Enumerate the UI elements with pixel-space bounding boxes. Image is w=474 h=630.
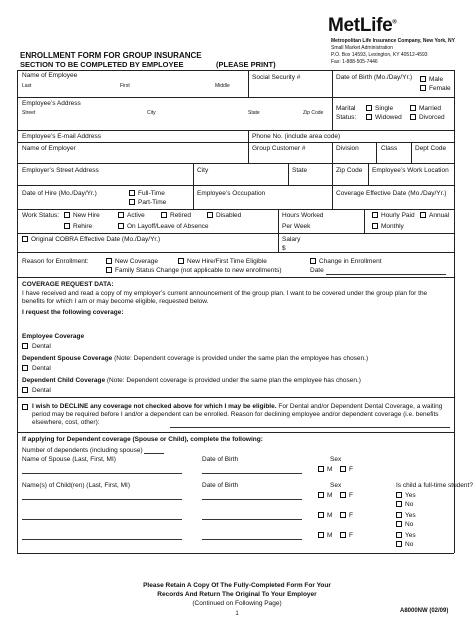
label-city: City <box>147 110 156 116</box>
label-street: Street <box>22 110 36 116</box>
label-employer: Name of Employer <box>22 145 76 152</box>
hourly-paid-checkbox[interactable] <box>372 212 378 218</box>
grid-line <box>17 397 454 398</box>
logo-trademark: ® <box>392 19 397 26</box>
label-cobra: Original COBRA Effective Date (Mo./Day/Yr.) <box>31 236 161 243</box>
grid-line <box>17 130 454 131</box>
child2-m-checkbox[interactable] <box>318 512 324 518</box>
label-state: State <box>248 110 260 116</box>
label-phone: Phone No. (include area code) <box>252 133 341 140</box>
child1-yes-checkbox[interactable] <box>396 492 402 498</box>
grid-line <box>17 70 454 71</box>
child-coverage-note: (Note: Dependent coverage is provided under the same plan the employee has chosen.) <box>105 377 361 384</box>
label-city2: City <box>197 167 209 174</box>
grid-line <box>368 163 369 185</box>
page-number: 1 <box>235 611 239 617</box>
grid-line <box>17 97 454 98</box>
grid-line <box>278 209 279 233</box>
label-disabled: Disabled <box>216 212 242 219</box>
request-label: I request the following coverage: <box>22 309 124 316</box>
employee-dental-label: Dental <box>32 343 51 350</box>
decline-checkbox[interactable] <box>22 404 28 410</box>
label-widowed: Widowed <box>375 114 402 121</box>
child3-m-label: M <box>327 532 333 539</box>
grid-line <box>248 130 249 142</box>
grid-line <box>17 432 454 433</box>
form-subtitle: SECTION TO BE COMPLETED BY EMPLOYEE <box>20 60 184 69</box>
child2-yes-checkbox[interactable] <box>396 512 402 518</box>
cobra-checkbox[interactable] <box>22 236 28 242</box>
child-name-line <box>22 499 182 500</box>
active-checkbox[interactable] <box>118 212 124 218</box>
label-marital: Marital <box>336 105 356 112</box>
label-dollar: $ <box>282 245 286 252</box>
child-dental-label: Dental <box>32 387 51 394</box>
child1-f-label: F <box>349 492 353 499</box>
annual-checkbox[interactable] <box>420 212 426 218</box>
label-retired: Retired <box>170 212 191 219</box>
form-id: A8000NW (02/09) <box>400 608 449 614</box>
metlife-logo <box>328 15 397 37</box>
label-salary: Salary <box>282 236 301 243</box>
rehire-checkbox[interactable] <box>64 223 70 229</box>
child-name-line <box>22 539 182 540</box>
label-rehire: Rehire <box>73 223 93 230</box>
spouse-name-line <box>22 473 182 474</box>
grid-line <box>17 163 454 164</box>
dependents-heading: If applying for Dependent coverage (Spouse or Child), complete the following: <box>22 436 263 443</box>
label-children: Name(s) of Child(ren) (Last, First, MI) <box>22 482 130 489</box>
grid-line <box>17 252 454 253</box>
label-first: First <box>120 83 130 89</box>
grid-line <box>17 553 454 554</box>
company-fax: Fax: 1-888-505-7446 <box>331 59 378 65</box>
label-work-status: Work Status: <box>22 212 60 219</box>
label-middle: Middle <box>215 83 230 89</box>
grid-line <box>332 97 333 130</box>
child1-f-checkbox[interactable] <box>340 492 346 498</box>
decline-reason-line <box>170 427 450 428</box>
label-spouse-name: Name of Spouse (Last, First, MI) <box>22 456 116 463</box>
label-occupation: Employee’s Occupation <box>197 190 266 197</box>
new-first-time-checkbox[interactable] <box>178 258 184 264</box>
married-checkbox[interactable] <box>410 105 416 111</box>
decline-text <box>32 403 450 427</box>
child3-f-label: F <box>349 532 353 539</box>
label-dept-code: Dept Code <box>415 145 447 152</box>
label-spouse-dob: Date of Birth <box>202 456 239 463</box>
label-single: Single <box>375 105 394 112</box>
label-male: Male <box>429 76 444 83</box>
footer-line3: (Continued on Following Page) <box>192 600 282 607</box>
label-date: Date <box>310 267 324 274</box>
female-checkbox[interactable] <box>420 85 426 91</box>
label-hours-worked: Hours Worked <box>282 212 324 219</box>
label-number-dependents: Number of dependents (including spouse) <box>22 447 143 454</box>
label-child-dob: Date of Birth <box>202 482 239 489</box>
single-checkbox[interactable] <box>366 105 372 111</box>
coverage-heading: COVERAGE REQUEST DATA: <box>22 281 114 288</box>
decline-rest: For Dental and/or Dependent Dental Coverage, a waiting period may be required before I and/or a dependent can be enrolled. Reason for declining employee and/or dependent coverage (i.e. benefits elsewhere, cost, other): <box>32 403 443 426</box>
grid-line <box>332 142 333 163</box>
grid-line <box>364 209 365 233</box>
label-divorced: Divorced <box>419 114 445 121</box>
child2-no-checkbox[interactable] <box>396 521 402 527</box>
child3-yes-checkbox[interactable] <box>396 532 402 538</box>
label-new-coverage: New Coverage <box>115 258 158 265</box>
label-child-sex: Sex <box>330 482 342 489</box>
grid-line <box>332 70 333 97</box>
grid-line <box>332 185 333 209</box>
please-print: (PLEASE PRINT) <box>216 60 276 69</box>
number-dependents-line <box>144 453 164 454</box>
spouse-m-checkbox[interactable] <box>318 466 324 472</box>
grid-line <box>193 185 194 209</box>
grid-line <box>332 163 333 185</box>
child2-yes-label: Yes <box>405 512 416 519</box>
child1-yes-label: Yes <box>405 492 416 499</box>
child1-m-checkbox[interactable] <box>318 492 324 498</box>
child-dob-line <box>202 539 302 540</box>
spouse-m-label: M <box>327 466 333 473</box>
child2-f-label: F <box>349 512 353 519</box>
label-annual: Annual <box>429 212 450 219</box>
label-class: Class <box>381 145 398 152</box>
footer-line2: Records And Return The Original To Your Employer <box>157 591 317 598</box>
label-new-hire: New Hire <box>73 212 100 219</box>
label-address: Employee’s Address <box>22 100 81 107</box>
child3-yes-label: Yes <box>405 532 416 539</box>
label-fulltime-question: Is child a full-time student? <box>396 482 473 489</box>
employee-dental-checkbox[interactable] <box>22 343 28 349</box>
label-female: Female <box>429 85 451 92</box>
divorced-checkbox[interactable] <box>410 114 416 120</box>
label-family-status: Family Status Change (not applicable to new enrollments) <box>115 267 282 274</box>
spouse-coverage-note: (Note: Dependent coverage is provided under the same plan the employee has chosen.) <box>112 355 369 362</box>
spouse-f-label: F <box>349 466 353 473</box>
label-monthly: Monthly <box>381 223 404 230</box>
grid-line <box>193 163 194 185</box>
grid-line <box>17 185 454 186</box>
form-title: ENROLLMENT FORM FOR GROUP INSURANCE <box>20 51 202 60</box>
label-new-first-time: New Hire/First Time Eligible <box>187 258 267 265</box>
child1-m-label: M <box>327 492 333 499</box>
child-dob-line <box>202 519 302 520</box>
part-time-checkbox[interactable] <box>129 199 135 205</box>
grid-line <box>17 209 454 210</box>
label-zip: Zip Code <box>303 110 324 116</box>
date-line <box>326 274 446 275</box>
child2-m-label: M <box>327 512 333 519</box>
label-last: Last <box>22 83 32 89</box>
child1-no-label: No <box>405 501 414 508</box>
grid-line <box>17 277 454 278</box>
label-dob: Date of Birth (Mo./Day/Yr.) <box>336 74 413 81</box>
full-time-checkbox[interactable] <box>129 190 135 196</box>
spouse-dental-label: Dental <box>32 365 51 372</box>
label-date-of-hire: Date of Hire (Mo./Day/Yr.) <box>22 190 97 197</box>
child3-no-checkbox[interactable] <box>396 541 402 547</box>
label-layoff: On Layoff/Leave of Absence <box>127 223 209 230</box>
label-division: Division <box>336 145 359 152</box>
company-po: P.O. Box 14593, Lexington, KY 40512-4593 <box>331 52 428 58</box>
child3-m-checkbox[interactable] <box>318 532 324 538</box>
label-group-customer: Group Customer # <box>252 145 306 152</box>
company-dept: Small Market Administration <box>331 45 393 51</box>
spouse-coverage-line <box>22 355 368 363</box>
company-name: Metropolitan Life Insurance Company, New York, NY <box>331 38 455 44</box>
label-hourly-paid: Hourly Paid <box>381 212 415 219</box>
employee-coverage-label: Employee Coverage <box>22 333 85 340</box>
disabled-checkbox[interactable] <box>207 212 213 218</box>
label-employer-street: Employer’s Street Address <box>22 167 99 174</box>
label-change-enrollment: Change in Enrollment <box>319 258 382 265</box>
child1-no-checkbox[interactable] <box>396 501 402 507</box>
label-status: Status: <box>336 114 357 121</box>
label-ssn: Social Security # <box>252 74 301 81</box>
new-coverage-checkbox[interactable] <box>106 258 112 264</box>
label-reason: Reason for Enrollment: <box>22 258 89 265</box>
child-name-line <box>22 519 182 520</box>
child3-f-checkbox[interactable] <box>340 532 346 538</box>
label-zip2: Zip Code <box>336 167 363 174</box>
grid-line <box>278 233 279 252</box>
label-full-time: Full-Time <box>138 190 165 197</box>
label-work-location: Employee’s Work Location <box>372 167 449 174</box>
widowed-checkbox[interactable] <box>366 114 372 120</box>
label-state2: State <box>292 167 308 174</box>
grid-line <box>17 233 454 234</box>
grid-line <box>248 142 249 163</box>
grid-line <box>288 163 289 185</box>
grid-line <box>454 70 455 553</box>
label-per-week: Per Week <box>282 223 311 230</box>
label-email: Employee’s E-mail Address <box>22 133 101 140</box>
monthly-checkbox[interactable] <box>372 223 378 229</box>
logo-text: MetLife <box>328 15 393 36</box>
label-coverage-effective: Coverage Effective Date (Mo./Day/Yr.) <box>336 190 447 197</box>
grid-line <box>248 70 249 97</box>
decline-bold: I wish to DECLINE any coverage not checked above for which I may be eligible. <box>32 403 277 410</box>
retired-checkbox[interactable] <box>161 212 167 218</box>
spouse-dental-checkbox[interactable] <box>22 365 28 371</box>
grid-line <box>17 70 18 553</box>
grid-line <box>376 142 377 163</box>
child-coverage-label: Dependent Child Coverage <box>22 377 106 384</box>
grid-line <box>17 142 454 143</box>
spouse-coverage-label: Dependent Spouse Coverage <box>22 355 113 362</box>
label-name-of-employee: Name of Employee <box>22 72 78 79</box>
spouse-f-checkbox[interactable] <box>340 466 346 472</box>
change-enrollment-checkbox[interactable] <box>310 258 316 264</box>
label-active: Active <box>127 212 145 219</box>
coverage-para: I have received and read a copy of my employer’s current announcement of the group plan. I want to be covered under the group plan for the benefits for which I am or may become eligible, requested below. <box>22 290 428 305</box>
spouse-dob-line <box>202 473 302 474</box>
new-hire-checkbox[interactable] <box>64 212 70 218</box>
child-coverage-line <box>22 377 361 385</box>
child2-no-label: No <box>405 521 414 528</box>
family-status-checkbox[interactable] <box>106 267 112 273</box>
child-dental-checkbox[interactable] <box>22 387 28 393</box>
label-part-time: Part-Time <box>138 199 167 206</box>
footer-line1: Please Retain A Copy Of The Fully-Completed Form For Your <box>143 582 331 589</box>
child3-no-label: No <box>405 541 414 548</box>
child2-f-checkbox[interactable] <box>340 512 346 518</box>
child-dob-line <box>202 499 302 500</box>
layoff-checkbox[interactable] <box>118 223 124 229</box>
label-spouse-sex: Sex <box>330 456 342 463</box>
label-married: Married <box>419 105 442 112</box>
grid-line <box>411 142 412 163</box>
male-checkbox[interactable] <box>420 76 426 82</box>
